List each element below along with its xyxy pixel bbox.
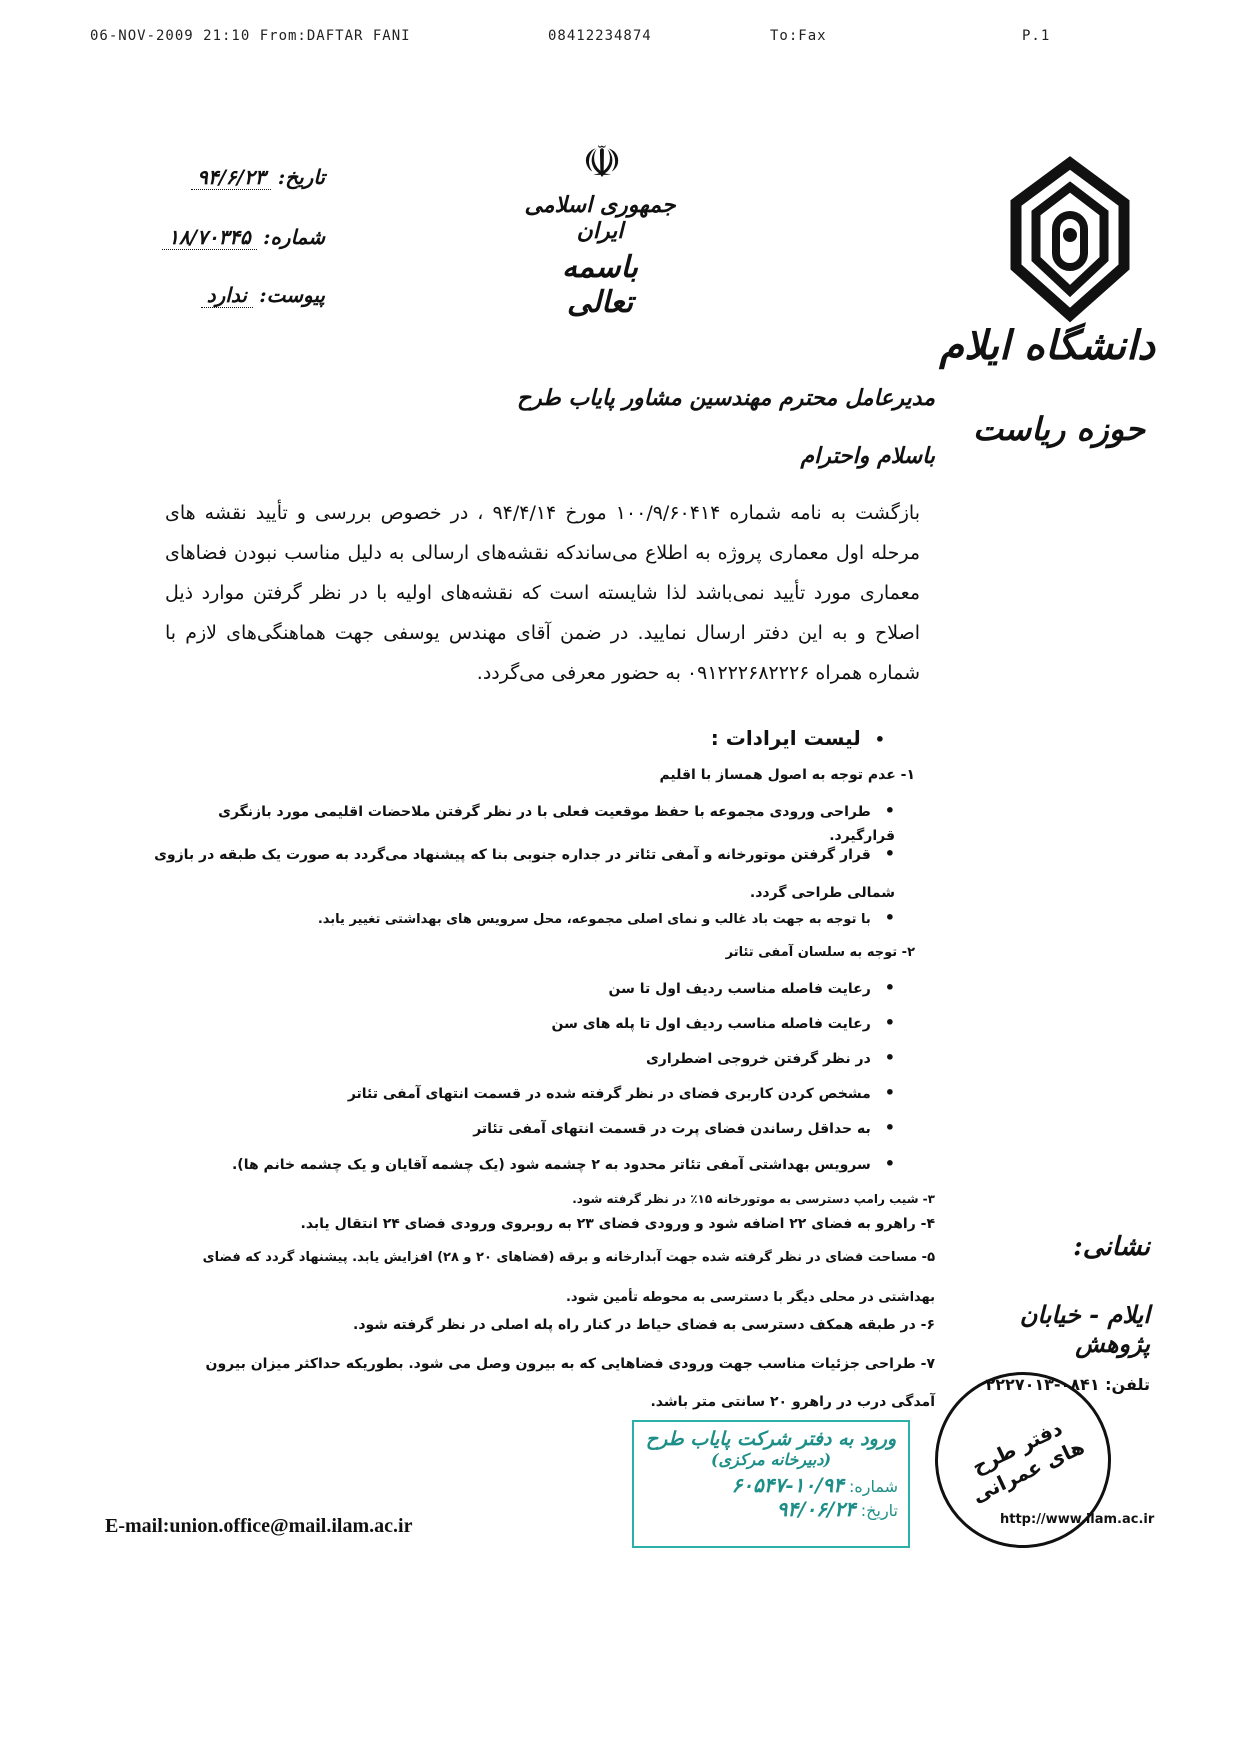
issue-2a: • رعایت فاصله مناسب ردیف اول تا سن [195,976,895,1001]
stamp-number-row [644,1473,898,1497]
stamp-date-label: تاریخ: [860,1501,898,1520]
fax-header-from: 06-NOV-2009 21:10 From:DAFTAR FANI [90,28,411,44]
issues-title-text: لیست ایرادات : [710,726,861,750]
attachment-row [130,283,325,307]
greeting: باسلام واحترام [800,443,935,469]
issue-7: ۷- طراحی جزئیات مناسب جهت ورودی فضاهایی که به بیرون وصل می شود. بطوریکه حداکثر میزان بیرون آمدگی درب در راهرو ۲۰ سانتی متر باشد. [205,1356,935,1410]
date-row [130,165,325,189]
stamp-date-value: ۹۴/۰۶/۲۴ [776,1497,856,1521]
registration-stamp [632,1420,910,1548]
address-label: نشانی: [1073,1232,1150,1262]
date-value: ۹۴/۶/۲۳ [191,165,271,190]
issue-2: ۲- توجه به سلسان آمفی تئاتر [725,945,915,960]
number-label: شماره: [263,225,325,249]
university-emblem-icon [1000,155,1140,325]
issue-2c: • در نظر گرفتن خروجی اضطراری [195,1046,895,1071]
issue-1: ۱- عدم توجه به اصول همساز با اقلیم [659,767,915,783]
university-name: دانشگاه ایلام [939,322,1155,369]
number-value: ۱۸/۷۰۳۴۵ [162,225,257,250]
stamp-number-value: ۱۰/۹۴-۶۰۵۴۷ [731,1473,844,1497]
issue-1c: • با توجه به جهت باد غالب و نمای اصلی مجموعه، محل سرویس های بهداشتی تغییر یابد. [195,906,895,932]
seal-text: دفتر طرح های عمرانی [968,1416,1088,1508]
issue-5: ۵- مساحت فضای در نظر گرفته شده جهت آبدارخانه و برقه (فضاهای ۲۰ و ۲۸) افزایش یابد. پیشنهاد گردد که فضای بهداشتی در محلی دیگر با دسترسی به محوطه تأمین شود. [202,1250,935,1305]
attachment-value: ندارد [201,283,253,308]
attachment-label: پیوست: [259,283,325,307]
university-logo [1000,155,1140,325]
office-name: حوزه ریاست [972,410,1145,448]
issue-4: ۴- راهرو به فضای ۲۲ اضافه شود و ورودی فضای ۲۳ به روبروی ورودی فضای ۲۴ انتقال یابد. [300,1216,935,1232]
country-name: جمهوری اسلامی ایران [524,192,676,244]
issues-title [585,726,885,750]
email: E-mail:union.office@mail.ilam.ac.ir [105,1515,413,1537]
website: http://www.ilam.ac.ir [1000,1512,1155,1527]
issue-6: ۶- در طبقه همکف دسترسی به فضای حیاط در کنار راه پله اصلی در نظر گرفته شود. [353,1317,935,1333]
fax-header-number: 08412234874 [548,28,652,44]
date-label: تاریخ: [277,165,325,189]
fax-header-page: P.1 [1022,28,1051,44]
stamp-number-label: شماره: [848,1477,898,1496]
issue-2b: • رعایت فاصله مناسب ردیف اول تا پله های سن [195,1011,895,1036]
number-row [130,225,325,249]
stamp-date-row [644,1497,898,1521]
address-phone: تلفن: ۰۸۴۱-۲۲۲۷۰۱۳ [985,1375,1150,1394]
fax-header-to: To:Fax [770,28,827,44]
stamp-title: ورود به دفتر شرکت پایاب طرح [645,1428,897,1450]
iran-emblem-icon: ☫ [582,137,622,188]
invocation: باسمه تعالی [561,250,639,320]
issue-3: ۳- شیب رامپ دسترسی به موتورخانه ۱۵٪ در نظر گرفته شود. [572,1192,935,1206]
issue-2e: • به حداقل رساندن فضای پرت در قسمت انتهای آمفی تئاتر [195,1116,895,1141]
recipient: مدیرعامل محترم مهندسین مشاور پایاب طرح [516,385,935,411]
issue-2f: • سرویس بهداشتی آمفی تئاتر محدود به ۲ چشمه شود (یک چشمه آقایان و یک چشمه خانم ها). [195,1152,895,1177]
issue-2d: • مشخص کردن کاربری فضای در نظر گرفته شده در قسمت انتهای آمفی تئاتر [195,1081,895,1106]
issue-1a: • طراحی ورودی مجموعه با حفظ موقعیت فعلی با در نظر گرفتن ملاحضات اقلیمی مورد بازنگری قرارگیرد. [195,799,895,848]
stamp-subtitle: (دبیرخانه مرکزی) [710,1450,832,1469]
letter-body: بازگشت به نامه شماره ۱۰۰/۹/۶۰۴۱۴ مورخ ۹۴/۴/۱۴ ، در خصوص بررسی و تأیید نقشه های مرحله اول معماری پروژه به اطلاع می‌ساندکه نقشه‌های ارسالی به دلیل مناسب نبودن فضاهای معماری مورد تأیید نمی‌باشد لذا شایسته است که نقشه‌های اولیه با در نظر گرفتن موارد ذیل اصلاح و به این دفتر ارسال نمایید. در ضمن آقای مهندس یوسفی جهت هماهنگی‌های لازم با شماره همراه ۰۹۱۲۲۲۶۸۲۲۲۶ به حضور معرفی می‌گردد. [165,502,920,684]
address-line: ایلام - خیابان پژوهش [1019,1300,1150,1358]
issue-1b: • قرار گرفتن موتورخانه و آمفی تئاتر در جداره جنوبی بنا که پیشنهاد می‌گردد به صورت یک طبقه در بازوی شمالی طراحی گردد. [135,835,895,912]
